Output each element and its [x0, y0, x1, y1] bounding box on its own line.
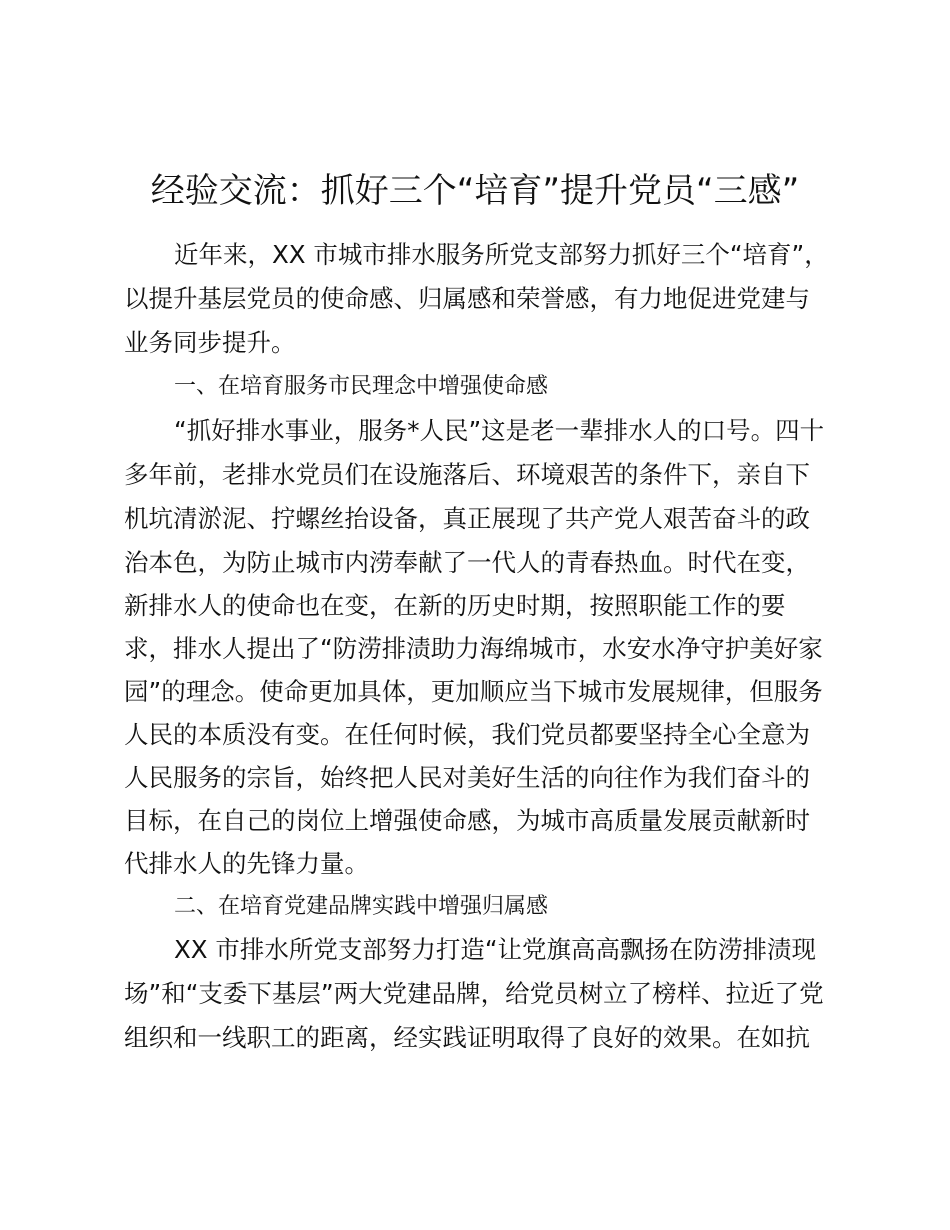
paragraph-line: “抓好排水事业，服务*人民”这是老一辈排水人的口号。四十: [174, 416, 825, 445]
paragraph-line: XX 市排水所党支部努力打造“让党旗高高飘扬在防涝排渍现: [174, 935, 817, 964]
paragraph-line: 代排水人的先锋力量。: [124, 849, 369, 878]
paragraph-line: 治本色，为防止城市内涝奉献了一代人的青春热血。时代在变，: [124, 548, 810, 577]
paragraph-line: 园”的理念。使命更加具体，更加顺应当下城市发展规律，但服务: [124, 677, 823, 706]
paragraph-line: 目标，在自己的岗位上增强使命感，为城市高质量发展贡献新时: [124, 806, 810, 835]
paragraph-line: 机坑清淤泥、拧螺丝抬设备，真正展现了共产党人艰苦奋斗的政: [124, 504, 810, 533]
section-heading: 一、在培育服务市民理念中增强使命感: [174, 374, 549, 399]
paragraph-line: 求，排水人提出了“防涝排渍助力海绵城市，水安水净守护美好家: [124, 634, 823, 663]
paragraph-line: 人民的本质没有变。在任何时候，我们党员都要坚持全心全意为: [124, 720, 810, 749]
paragraph-line: 人民服务的宗旨，始终把人民对美好生活的向往作为我们奋斗的: [124, 763, 810, 792]
paragraph-line: 新排水人的使命也在变，在新的历史时期，按照职能工作的要: [124, 591, 786, 620]
paragraph-line: 以提升基层党员的使命感、归属感和荣誉感，有力地促进党建与: [124, 284, 810, 313]
paragraph-line: 组织和一线职工的距离，经实践证明取得了良好的效果。在如抗: [124, 1023, 810, 1052]
document-title: 经验交流：抓好三个“培育”提升党员“三感”: [150, 171, 800, 211]
section-heading: 二、在培育党建品牌实践中增强归属感: [174, 894, 549, 919]
paragraph-line: 业务同步提升。: [124, 328, 296, 357]
paragraph-line: 近年来，XX 市城市排水服务所党支部努力抓好三个“培育”，: [174, 240, 829, 269]
paragraph-line: 场”和“支委下基层”两大党建品牌，给党员树立了榜样、拉近了党: [124, 979, 824, 1008]
paragraph-line: 多年前，老排水党员们在设施落后、环境艰苦的条件下，亲自下: [124, 460, 810, 489]
